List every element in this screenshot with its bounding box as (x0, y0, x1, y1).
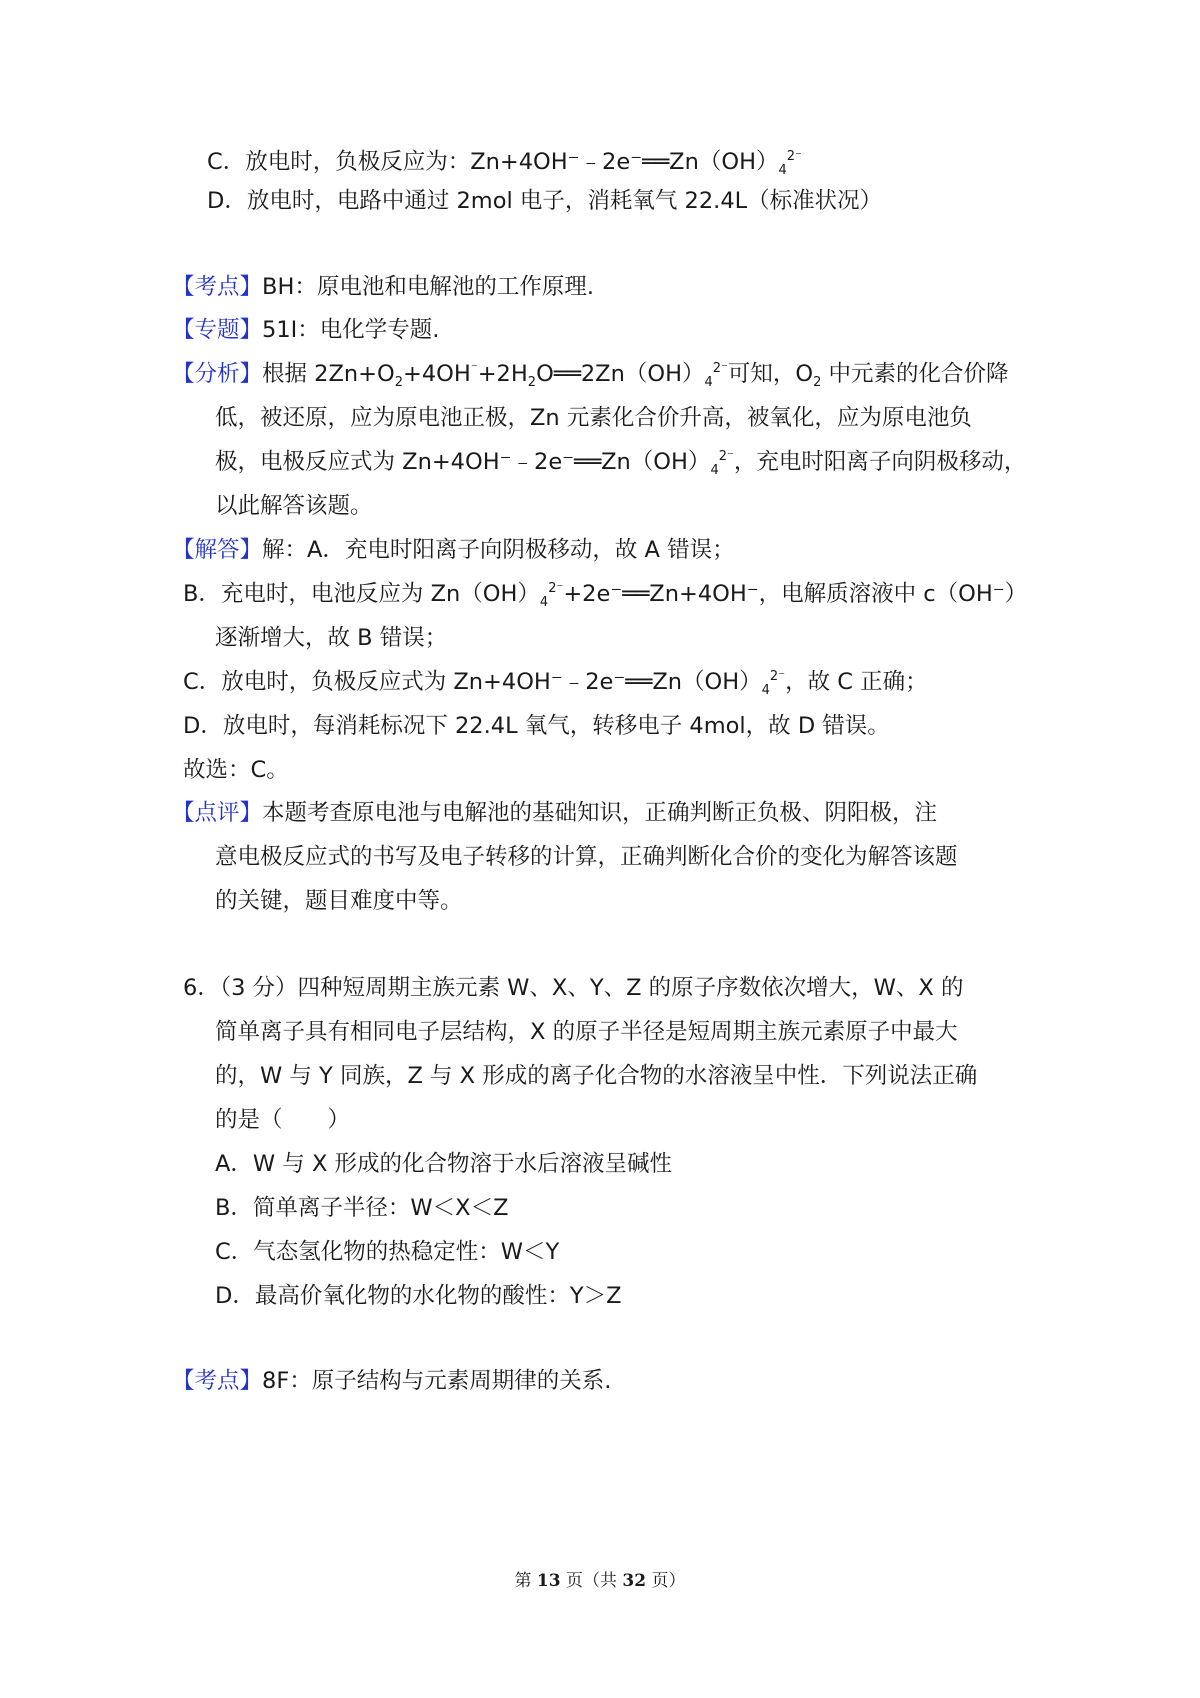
superscript: 2⁻ (712, 361, 728, 376)
text: 本题考查原电池与电解池的基础知识，正确判断正负极、阴阳极，注 (262, 800, 938, 826)
jieda-b-line-2: 逐渐增大，故 B 错误； (215, 625, 448, 651)
text: 极，电极反应式为 Zn+4OH⁻﹣2e⁻══Zn（OH） (215, 449, 711, 475)
subscript: 4 (704, 375, 713, 390)
zhuanti-section (172, 314, 439, 346)
text: 根据 2Zn+O (262, 361, 395, 387)
fenxi-tag: 【分析】 (172, 361, 263, 387)
subscript: 2 (527, 375, 537, 390)
subscript: 4 (710, 463, 719, 478)
text: O══2Zn（OH） (536, 361, 705, 387)
subscript: 2 (813, 375, 822, 390)
subscript: 4 (539, 595, 549, 610)
jieda-d-line: D．放电时，每消耗标况下 22.4L 氧气，转移电子 4mol，故 D 错误。 (183, 713, 890, 739)
text: 解：A．充电时阳离子向阴极移动，故 A 错误； (262, 537, 735, 563)
text: +2e⁻══Zn+4OH⁻，电解质溶液中 c（OH⁻） (563, 581, 1028, 607)
dianping-line-1 (172, 797, 937, 829)
fenxi-line-4: 以此解答该题。 (215, 493, 373, 519)
page-footer (0, 1566, 1200, 1591)
page-number: 13 (536, 1571, 561, 1591)
zhuanti-tag: 【专题】 (172, 317, 263, 343)
text: +4OH (403, 361, 471, 387)
fenxi-line-1 (172, 358, 1009, 390)
text: +2H (477, 361, 528, 387)
superscript: 2⁻ (548, 581, 564, 596)
text: B．充电时，电池反应为 Zn（OH） (183, 581, 540, 607)
dianping-line-2: 意电极反应式的书写及电子转移的计算，正确判断化合价的变化为解答该题 (215, 844, 958, 870)
jieda-c-line (183, 666, 928, 698)
question-6-line-1: 6．（3 分）四种短周期主族元素 W、X、Y、Z 的原子序数依次增大，W、X 的 (183, 975, 964, 1001)
text: ，充电时阳离子向阴极移动， (733, 449, 1027, 475)
subscript: 4 (761, 683, 770, 698)
question-6-line-4: 的是（ ） (215, 1107, 351, 1133)
text: 页） (651, 1571, 686, 1591)
fenxi-line-3 (215, 446, 1026, 478)
text: C．放电时，负极反应式为 Zn+4OH⁻﹣2e⁻══Zn（OH） (183, 669, 762, 695)
option-c-previous (207, 146, 802, 178)
superscript: ⁻ (470, 361, 478, 376)
kaodian-text: 8F：原子结构与元素周期律的关系. (262, 1368, 612, 1394)
zhuanti-text: 51I：电化学专题. (262, 317, 440, 343)
subscript: 4 (778, 163, 787, 178)
text: 第 (514, 1571, 532, 1591)
kaodian-tag: 【考点】 (172, 274, 263, 300)
question-6-line-3: 的，W 与 Y 同族，Z 与 X 形成的离子化合物的水溶液呈中性．下列说法正确 (215, 1063, 978, 1089)
question-6-option-d: D．最高价氧化物的水化物的酸性：Y＞Z (215, 1283, 622, 1309)
question-6-option-b: B．简单离子半径：W＜X＜Z (215, 1195, 509, 1221)
question-6-option-c: C．气态氢化物的热稳定性：W＜Y (215, 1239, 560, 1265)
kaodian-tag: 【考点】 (172, 1368, 263, 1394)
superscript: 2⁻ (718, 449, 734, 464)
superscript: 2⁻ (769, 669, 786, 684)
kaodian-section (172, 271, 594, 303)
fenxi-line-2: 低，被还原，应为原电池正极，Zn 元素化合价升高，被氧化，应为原电池负 (215, 405, 972, 431)
subscript: 2 (394, 375, 404, 390)
question-6-line-2: 简单离子具有相同电子层结构，X 的原子半径是短周期主族元素原子中最大 (215, 1019, 958, 1045)
dianping-line-3: 的关键，题目难度中等。 (215, 888, 463, 914)
option-d-previous: D．放电时，电路中通过 2mol 电子，消耗氧气 22.4L（标准状况） (207, 188, 883, 214)
option-c-text: C．放电时，负极反应为：Zn+4OH⁻﹣2e⁻══Zn（OH） (207, 149, 779, 175)
jieda-line-1 (172, 534, 735, 566)
dianping-tag: 【点评】 (172, 800, 263, 826)
jieda-b-line-1 (183, 578, 1027, 610)
text: 可知，O (727, 361, 814, 387)
question-6-option-a: A．W 与 X 形成的化合物溶于水后溶液呈碱性 (215, 1151, 673, 1177)
kaodian-text: BH：原电池和电解池的工作原理. (262, 274, 595, 300)
jieda-tag: 【解答】 (172, 537, 263, 563)
jieda-answer: 故选：C。 (183, 757, 289, 783)
superscript: 2⁻ (786, 149, 802, 164)
text: 页（共 (566, 1571, 617, 1591)
kaodian-section-2 (172, 1365, 611, 1397)
text: ，故 C 正确； (785, 669, 928, 695)
text: 中元素的化合价降 (821, 361, 1009, 387)
page-total: 32 (622, 1571, 647, 1591)
